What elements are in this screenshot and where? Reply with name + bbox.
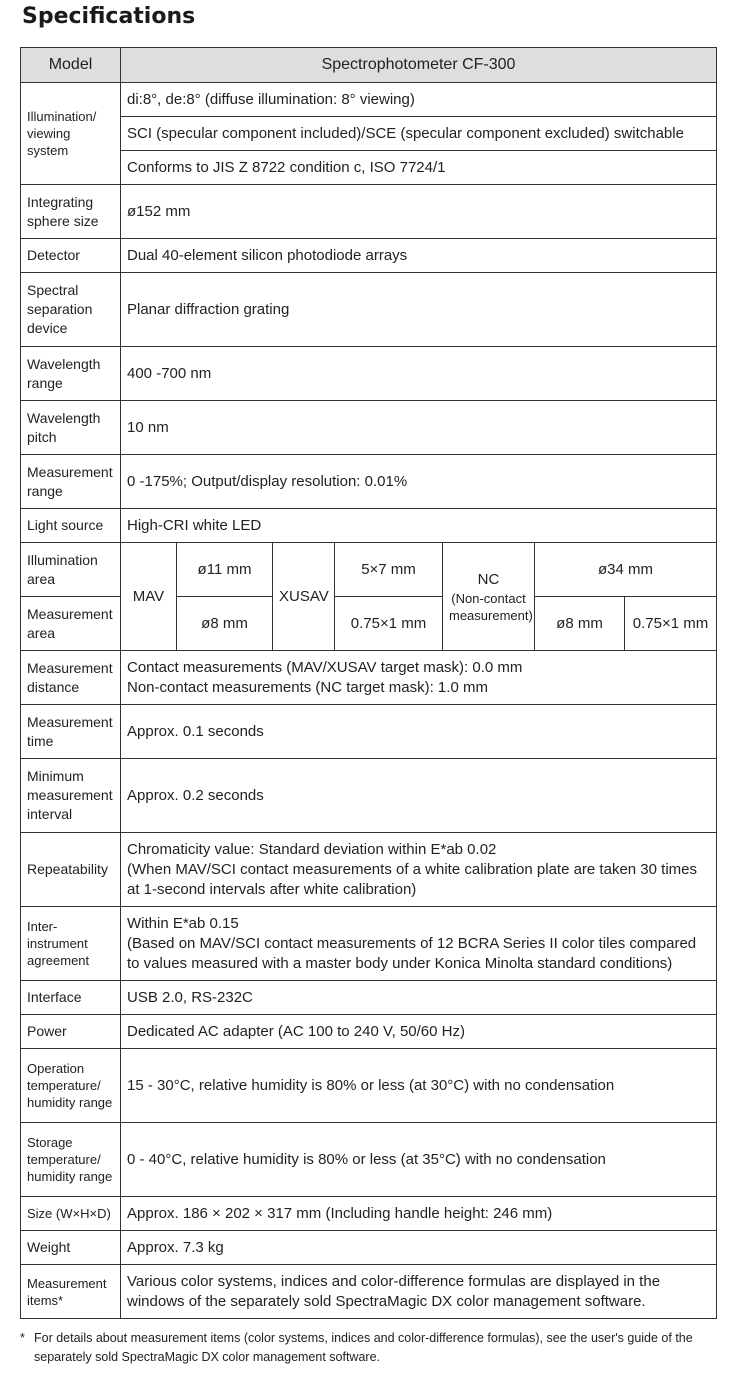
- table-row: [21, 1123, 717, 1197]
- row-value: SCI (specular component included)/SCE (specular component excluded) switchable: [121, 117, 717, 151]
- row-label: Measurement items*: [21, 1265, 121, 1319]
- table-row: [21, 759, 717, 833]
- page-title: Specifications: [22, 4, 196, 29]
- table-row: [21, 651, 717, 705]
- row-label: Operation temperature/ humidity range: [21, 1049, 121, 1123]
- row-value: Various color systems, indices and color-difference formulas are displayed in the windows of the separately sold SpectraMagic DX color management software.: [121, 1265, 717, 1319]
- row-value: 0 -175%; Output/display resolution: 0.01%: [121, 455, 717, 509]
- row-value: di:8°, de:8° (diffuse illumination: 8° viewing): [121, 83, 717, 117]
- table-row: [21, 185, 717, 239]
- row-label-illumination-area: Illumination area: [21, 543, 121, 597]
- nc-measurement-value-1: ø8 mm: [535, 597, 625, 651]
- row-label: Size (W×H×D): [21, 1197, 121, 1231]
- table-row: [21, 509, 717, 543]
- mav-label: MAV: [121, 543, 177, 651]
- row-value: Dedicated AC adapter (AC 100 to 240 V, 50/60 Hz): [121, 1015, 717, 1049]
- table-row: [21, 347, 717, 401]
- row-label-illumination: Illumination/ viewing system: [21, 83, 121, 185]
- row-value: 400 -700 nm: [121, 347, 717, 401]
- row-value: ø152 mm: [121, 185, 717, 239]
- row-value: Dual 40-element silicon photodiode arrays: [121, 239, 717, 273]
- row-value: Approx. 186 × 202 × 317 mm (Including handle height: 246 mm): [121, 1197, 717, 1231]
- row-label: Measurement range: [21, 455, 121, 509]
- row-label: Light source: [21, 509, 121, 543]
- row-label: Power: [21, 1015, 121, 1049]
- mav-measurement-value: ø8 mm: [177, 597, 273, 651]
- row-value-line: (Based on MAV/SCI contact measurements of 12 BCRA Series II color tiles compared to values measured with a master body under Konica Minolta standard conditions): [127, 934, 697, 972]
- row-value: Planar diffraction grating: [121, 273, 717, 347]
- table-row: [21, 1265, 717, 1319]
- xusav-label: XUSAV: [273, 543, 335, 651]
- row-label: Weight: [21, 1231, 121, 1265]
- row-value: 0 - 40°C, relative humidity is 80% or less (at 35°C) with no condensation: [121, 1123, 717, 1197]
- table-row: [21, 833, 717, 907]
- row-value: Approx. 7.3 kg: [121, 1231, 717, 1265]
- nc-title: NC: [477, 570, 500, 588]
- mav-illumination-value: ø11 mm: [177, 543, 273, 597]
- table-row: [21, 981, 717, 1015]
- table-row: [21, 83, 717, 117]
- row-value-line: Within E*ab 0.15: [127, 914, 239, 932]
- row-value-line: (When MAV/SCI contact measurements of a white calibration plate are taken 30 times at 1-second intervals after white calibration): [127, 860, 697, 898]
- row-value: USB 2.0, RS-232C: [121, 981, 717, 1015]
- table-row: [21, 907, 717, 981]
- row-value: Conforms to JIS Z 8722 condition c, ISO 7724/1: [121, 151, 717, 185]
- table-row: [21, 1015, 717, 1049]
- table-row: [21, 705, 717, 759]
- row-value: Approx. 0.2 seconds: [121, 759, 717, 833]
- row-value: [121, 651, 717, 705]
- row-label: Measurement distance: [21, 651, 121, 705]
- footnote-mark: *: [20, 1331, 25, 1345]
- row-label: Wavelength pitch: [21, 401, 121, 455]
- table-row: [21, 151, 717, 185]
- row-value-line: Chromaticity value: Standard deviation within E*ab 0.02: [127, 840, 497, 858]
- table-row: [21, 239, 717, 273]
- table-row: [21, 1197, 717, 1231]
- row-value: High-CRI white LED: [121, 509, 717, 543]
- nc-label: [443, 543, 535, 651]
- nc-illumination-value: ø34 mm: [535, 543, 717, 597]
- table-row: [21, 1231, 717, 1265]
- nc-measurement-value-2: 0.75×1 mm: [625, 597, 717, 651]
- row-label: Repeatability: [21, 833, 121, 907]
- table-row: [21, 401, 717, 455]
- table-row: [21, 117, 717, 151]
- row-label-measurement-area: Measurement area: [21, 597, 121, 651]
- row-label: Measurement time: [21, 705, 121, 759]
- row-label: Detector: [21, 239, 121, 273]
- row-value: 15 - 30°C, relative humidity is 80% or less (at 30°C) with no condensation: [121, 1049, 717, 1123]
- model-value: Spectrophotometer CF-300: [121, 48, 717, 83]
- table-header-row: [21, 48, 717, 83]
- xusav-illumination-value: 5×7 mm: [335, 543, 443, 597]
- row-label: Interface: [21, 981, 121, 1015]
- row-label: Wavelength range: [21, 347, 121, 401]
- specifications-table: [20, 47, 717, 1319]
- row-label: Inter-instrument agreement: [21, 907, 121, 981]
- row-value-line: Contact measurements (MAV/XUSAV target mask): 0.0 mm: [127, 658, 523, 676]
- footnote-text: For details about measurement items (color systems, indices and color-difference formulas), see the user's guide of the separately sold SpectraMagic DX color management software.: [34, 1331, 693, 1364]
- illumination-area-row: [21, 543, 717, 597]
- table-row: [21, 273, 717, 347]
- table-row: [21, 455, 717, 509]
- row-label: Storage temperature/ humidity range: [21, 1123, 121, 1197]
- row-value: 10 nm: [121, 401, 717, 455]
- row-label: Integrating sphere size: [21, 185, 121, 239]
- footnote: [20, 1329, 720, 1367]
- xusav-measurement-value: 0.75×1 mm: [335, 597, 443, 651]
- nc-subtitle: (Non-contact measurement): [449, 590, 533, 623]
- row-value: [121, 907, 717, 981]
- row-value-line: Non-contact measurements (NC target mask): 1.0 mm: [127, 678, 488, 696]
- row-label: Spectral separation device: [21, 273, 121, 347]
- row-value: Approx. 0.1 seconds: [121, 705, 717, 759]
- row-label: Minimum measurement interval: [21, 759, 121, 833]
- table-row: [21, 1049, 717, 1123]
- model-label: Model: [21, 48, 121, 83]
- row-value: [121, 833, 717, 907]
